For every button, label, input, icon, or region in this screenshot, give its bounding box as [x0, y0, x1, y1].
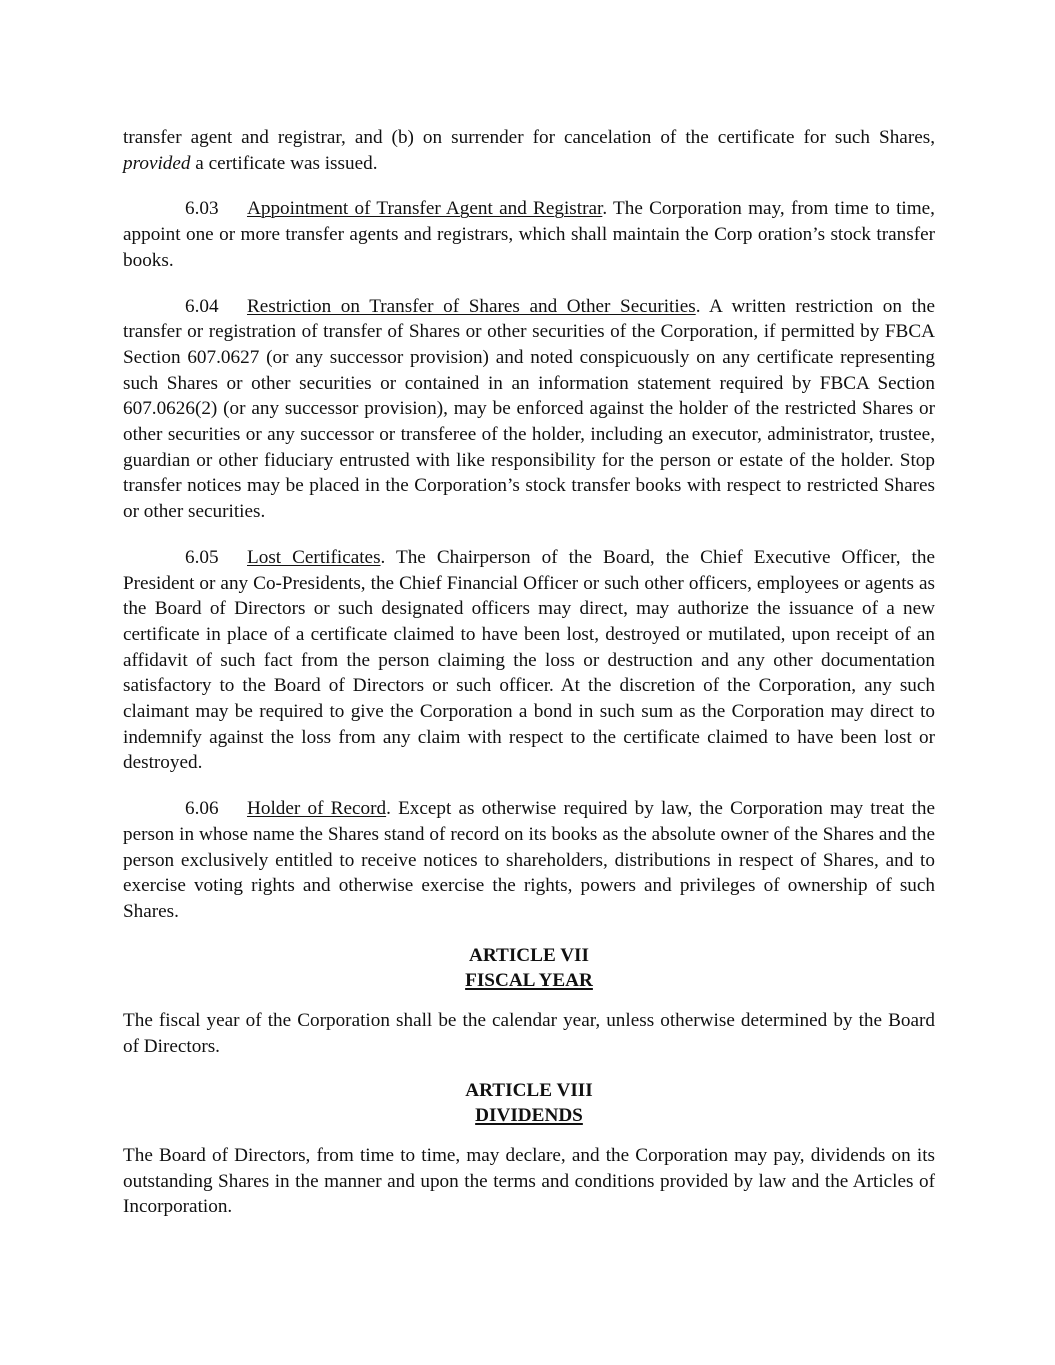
continuation-tail: a certificate was issued.: [190, 152, 378, 174]
section-6-06: [123, 796, 935, 925]
section-number: 6.03: [185, 198, 219, 220]
section-heading: Lost Certificates: [247, 546, 381, 568]
section-heading: Appointment of Transfer Agent and Registrar: [247, 198, 603, 220]
section-6-04: [123, 294, 935, 525]
section-body: . The Corporation may, from time to time, appoint one or more transfer agents and registrars, which shall maintain the Corp oration’s stock transfer books.: [123, 198, 935, 271]
article-label: ARTICLE VII: [469, 944, 589, 966]
article-title: FISCAL YEAR: [465, 970, 593, 992]
section-heading: Restriction on Transfer of Shares and Other Securities: [247, 295, 696, 317]
section-body: . Except as otherwise required by law, the Corporation may treat the person in whose name the Shares stand of record on its books as the absolute owner of the Shares and the person exclusively entitled to receive notices to shareholders, distributions in respect of Shares, and to exercise voting rights and otherwise exercise the rights, powers and privileges of ownership of such Shares.: [123, 798, 935, 922]
section-body: . A written restriction on the transfer or registration of transfer of Shares or other securities of the Corporation, if permitted by FBCA Section 607.0627 (or any successor provision) and noted conspicuously on any certificate representing such Shares or other securities or contained in an information statement required by FBCA Section 607.0626(2) (or any successor provision), may be enforced against the holder of the restricted Shares or other securities or any successor or transferee of the holder, including an executor, administrator, trustee, guardian or other fiduciary entrusted with like responsibility for the person or estate of the holder. Stop transfer notices may be placed in the Corporation’s stock transfer books with respect to restricted Shares or other securities.: [123, 295, 935, 523]
section-heading: Holder of Record: [247, 798, 387, 820]
article-vii-body: The fiscal year of the Corporation shall be the calendar year, unless otherwise determined by the Board of Directors.: [123, 1010, 935, 1057]
section-number: 6.04: [185, 295, 219, 317]
section-number: 6.05: [185, 546, 219, 568]
article-label: ARTICLE VIII: [465, 1079, 593, 1101]
section-6-05: [123, 545, 935, 776]
article-vii-heading: [123, 943, 935, 994]
article-title: DIVIDENDS: [475, 1105, 583, 1127]
document-page: [123, 125, 935, 1240]
article-viii-body: The Board of Directors, from time to time, may declare, and the Corporation may pay, dividends on its outstanding Shares in the manner and upon the terms and conditions provided by law and the Articles of Incorporation.: [123, 1144, 935, 1218]
continuation-text: transfer agent and registrar, and (b) on surrender for cancelation of the certificate for such Shares,: [123, 127, 935, 148]
continuation-paragraph: [123, 125, 935, 176]
section-body: . The Chairperson of the Board, the Chief Executive Officer, the President or any Co-Presidents, the Chief Financial Officer or such other officers, employees or agents as the Board of Directors or such designated officers may direct, may authorize the issuance of a new certificate in place of a certificate claimed to have been lost, destroyed or mutilated, upon receipt of an affidavit of such fact from the person claiming the loss or destruction and any other documentation satisfactory to the Board of Directors or such officer. At the discretion of the Corporation, any such claimant may be required to give the Corporation a bond in such sum as the Corporation may direct to indemnify against the loss from any claim with respect to the certificate claimed to have been lost or destroyed.: [123, 546, 935, 774]
provided-italic: provided: [123, 152, 191, 174]
section-number: 6.06: [185, 798, 219, 820]
section-6-03: [123, 196, 935, 273]
article-viii-heading: [123, 1078, 935, 1129]
